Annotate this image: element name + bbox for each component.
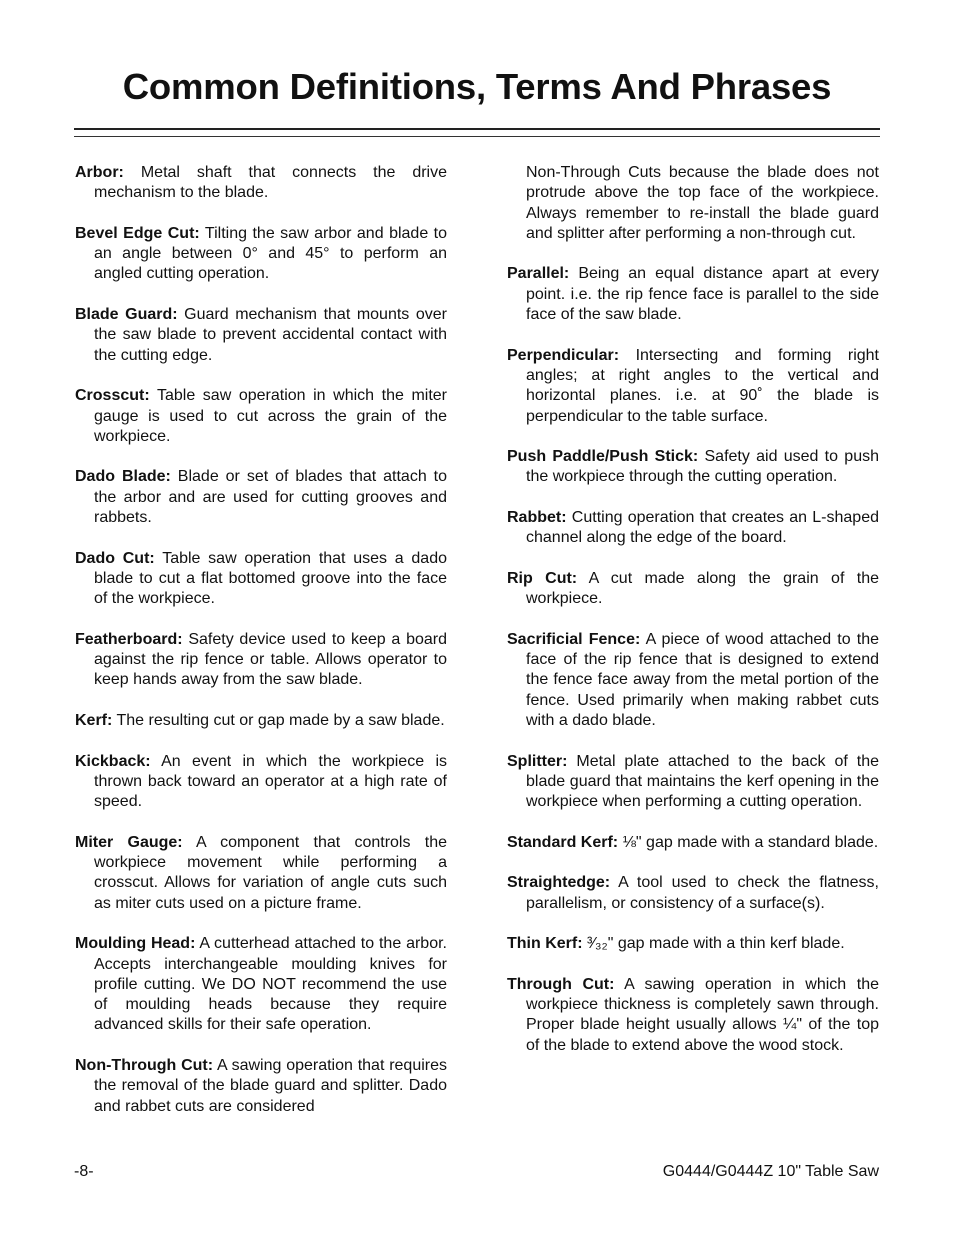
definition-continuation: Non-Through Cuts because the blade does not protrude above the top face of the workpiece. Always remember to re-install the blade guard and splitter after performing a non-through cut. (526, 164, 879, 242)
definition-entry (75, 549, 447, 610)
definition-entry (75, 833, 447, 914)
definition: Metal plate attached to the back of the blade guard that maintains the kerf opening in the workpiece when performing a cutting operation. (526, 752, 879, 811)
definition: A cut made along the grain of the workpiece. (526, 569, 880, 608)
term: Thin Kerf: (507, 935, 583, 953)
definition: Safety device used to keep a board against the rip fence or table. Allows operator to keep hands away from the saw blade. (94, 630, 447, 689)
term: Miter Gauge: (75, 833, 183, 851)
definition: The resulting cut or gap made by a saw blade. (116, 712, 445, 730)
definition: Cutting operation that creates an L-shaped channel along the edge of the board. (526, 509, 880, 547)
term: Straightedge: (507, 874, 611, 892)
left-column (75, 163, 447, 1137)
definition-entry (507, 934, 879, 954)
definition: Metal shaft that connects the drive mechanism to the blade. (94, 164, 448, 202)
definition: ³⁄₃₂" gap made with a thin kerf blade. (587, 935, 845, 953)
definition-entry (507, 447, 879, 488)
definition-entry (75, 711, 447, 731)
definition: A tool used to check the flatness, parallelism, or consistency of a surface(s). (526, 874, 879, 912)
definition: A piece of wood attached to the face of the rip fence that is designed to extend the fence face away from the metal portion of the fence. Used primarily when making rabbet cuts with a dado blade. (526, 630, 879, 730)
definition: Guard mechanism that mounts over the saw blade to prevent accidental contact with the cutting edge. (94, 306, 447, 364)
definition: ⅛" gap made with a standard blade. (622, 833, 879, 851)
term: Bevel Edge Cut: (75, 224, 200, 242)
term: Dado Blade: (75, 468, 171, 486)
definition-entry (75, 467, 447, 528)
page-number: -8- (74, 1163, 94, 1180)
definition: A cutterhead attached to the arbor. Accepts interchangeable moulding knives for profile cutting. We DO NOT recommend the use of moulding heads because they require advanced skills for their safe operation. (94, 935, 447, 1034)
footer-model: G0444/G0444Z 10" Table Saw (662, 1163, 879, 1180)
definition-entry (507, 630, 879, 731)
title-rule-thick (74, 128, 880, 130)
term: Crosscut: (75, 387, 150, 405)
definition: An event in which the workpiece is thrown back toward an operator at a high rate of speed. (94, 752, 448, 811)
definition-entry (75, 1056, 447, 1117)
term: Kerf: (75, 712, 113, 730)
definition-entry (75, 224, 447, 285)
definition: Table saw operation in which the miter gauge is used to cut across the grain of the workpiece. (94, 387, 448, 445)
definition: Being an equal distance apart at every point. i.e. the rip fence face is parallel to the side face of the saw blade. (526, 265, 879, 324)
definition-entry (507, 752, 879, 813)
definition: Intersecting and forming right angles; at right angles to the vertical and horizontal planes. i.e. at 90˚ the blade is perpendicular to the table surface. (526, 346, 880, 425)
term: Perpendicular: (507, 346, 620, 364)
definition-entry (75, 163, 447, 204)
definition-entry (75, 934, 447, 1035)
term: Blade Guard: (75, 306, 178, 324)
term: Sacrificial Fence: (507, 630, 641, 648)
definition-entry (507, 975, 879, 1056)
right-column (507, 163, 879, 1076)
definition-entry (75, 752, 447, 813)
definition: Tilting the saw arbor and blade to an angle between 0° and 45° to perform an angled cutting operation. (94, 224, 448, 283)
definition-entry (507, 346, 879, 427)
term: Splitter: (507, 752, 568, 770)
definition: Safety aid used to push the workpiece through the cutting operation. (526, 448, 879, 486)
term: Through Cut: (507, 975, 615, 993)
term: Dado Cut: (75, 549, 155, 567)
definition-entry (75, 630, 447, 691)
definition-entry (507, 508, 879, 549)
definition-entry (507, 264, 879, 325)
page-title: Common Definitions, Terms And Phrases (122, 66, 832, 107)
term: Featherboard: (75, 630, 183, 648)
term: Kickback: (75, 752, 151, 770)
term: Rabbet: (507, 509, 567, 527)
term: Standard Kerf: (507, 833, 619, 851)
term: Non-Through Cut: (75, 1057, 214, 1075)
definition-entry (507, 873, 879, 914)
title-rule-thin (74, 136, 880, 137)
definition: A component that controls the workpiece movement while performing a crosscut. Allows for variation of angle cuts such as miter cuts used on a picture frame. (94, 833, 448, 912)
term: Moulding Head: (75, 935, 196, 953)
term: Rip Cut: (507, 569, 578, 587)
definition-entry (507, 569, 879, 610)
definition: Blade or set of blades that attach to the arbor and are used for cutting grooves and rabbets. (94, 468, 448, 527)
term: Parallel: (507, 265, 570, 283)
definition: Table saw operation that uses a dado blade to cut a flat bottomed groove into the face of the workpiece. (94, 549, 448, 608)
definition-entry (507, 833, 879, 853)
definition: A sawing operation in which the workpiece thickness is completely sawn through. Proper blade height usually allows ¼" of the top of the blade to extend above the wood stock. (526, 975, 880, 1054)
definition: A sawing operation that requires the removal of the blade guard and splitter. Dado and rabbet cuts are considered (94, 1057, 447, 1115)
definition-entry (75, 386, 447, 447)
term: Push Paddle/Push Stick: (507, 448, 699, 466)
definition-entry (75, 305, 447, 366)
term: Arbor: (75, 164, 124, 181)
